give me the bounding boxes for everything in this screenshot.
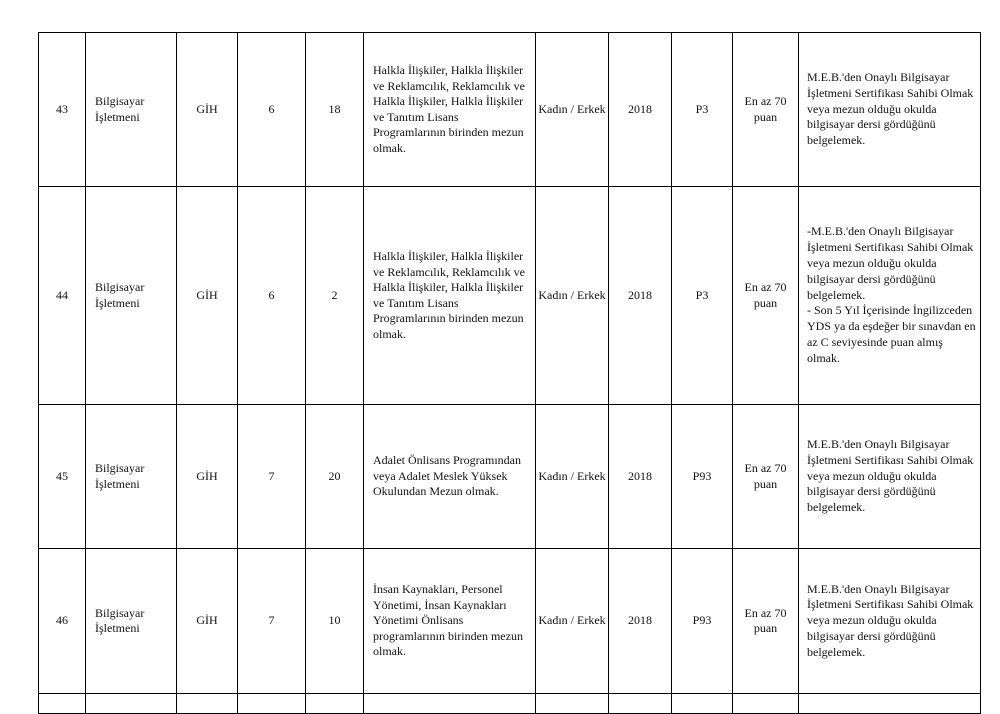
minimum-score: En az 70 puan — [733, 187, 799, 405]
position-title: Bilgisayar İşletmeni — [86, 187, 177, 405]
row-number: 43 — [39, 33, 86, 187]
gender: Kadın / Erkek — [536, 187, 609, 405]
minimum-score: En az 70 puan — [733, 33, 799, 187]
position-count: 2 — [306, 187, 364, 405]
minimum-score: En az 70 puan — [733, 405, 799, 549]
kpss-year: 2018 — [609, 187, 672, 405]
special-requirements: M.E.B.'den Onaylı Bilgisayar İşletmeni Sertifikası Sahibi Olmak veya mezun olduğu okulda bilgisayar dersi gördüğünü belgelemek. — [799, 549, 981, 694]
qualification: Halkla İlişkiler, Halkla İlişkiler ve Reklamcılık, Reklamcılık ve Halkla İlişkiler, Halkla İlişkiler ve Tanıtım Lisans Programlarının birinden mezun olmak. — [364, 187, 536, 405]
degree: 6 — [238, 187, 306, 405]
minimum-score: En az 70 puan — [733, 549, 799, 694]
service-class: GİH — [177, 405, 238, 549]
table-row — [39, 187, 981, 405]
gender: Kadın / Erkek — [536, 405, 609, 549]
table-row — [39, 549, 981, 694]
gender: Kadın / Erkek — [536, 549, 609, 694]
score-type: P3 — [672, 33, 733, 187]
position-count: 20 — [306, 405, 364, 549]
position-count: 18 — [306, 33, 364, 187]
kpss-year: 2018 — [609, 33, 672, 187]
score-type: P93 — [672, 549, 733, 694]
position-count: 10 — [306, 549, 364, 694]
degree: 7 — [238, 405, 306, 549]
special-requirements: -M.E.B.'den Onaylı Bilgisayar İşletmeni Sertifikası Sahibi Olmak veya mezun olduğu okulda bilgisayar dersi gördüğünü belgelemek. - Son 5 Yıl İçerisinde İngilizceden YDS ya da eşdeğer bir sınavdan en az C seviyesinde puan almış olmak. — [799, 187, 981, 405]
position-title: Bilgisayar İşletmeni — [86, 33, 177, 187]
service-class: GİH — [177, 33, 238, 187]
gender: Kadın / Erkek — [536, 33, 609, 187]
table-row — [39, 33, 981, 187]
qualification: İnsan Kaynakları, Personel Yönetimi, İnsan Kaynakları Yönetimi Önlisans programlarının birinden mezun olmak. — [364, 549, 536, 694]
row-number: 44 — [39, 187, 86, 405]
degree: 6 — [238, 33, 306, 187]
degree: 7 — [238, 549, 306, 694]
score-type: P3 — [672, 187, 733, 405]
service-class: GİH — [177, 549, 238, 694]
row-number: 45 — [39, 405, 86, 549]
special-requirements: M.E.B.'den Onaylı Bilgisayar İşletmeni Sertifikası Sahibi Olmak veya mezun olduğu okulda bilgisayar dersi gördüğünü belgelemek. — [799, 405, 981, 549]
kpss-year: 2018 — [609, 405, 672, 549]
position-title: Bilgisayar İşletmeni — [86, 405, 177, 549]
qualification: Halkla İlişkiler, Halkla İlişkiler ve Reklamcılık, Reklamcılık ve Halkla İlişkiler, Halkla İlişkiler ve Tanıtım Lisans Programlarının birinden mezun olmak. — [364, 33, 536, 187]
qualification: Adalet Önlisans Programından veya Adalet Meslek Yüksek Okulundan Mezun olmak. — [364, 405, 536, 549]
special-requirements: M.E.B.'den Onaylı Bilgisayar İşletmeni Sertifikası Sahibi Olmak veya mezun olduğu okulda bilgisayar dersi gördüğünü belgelemek. — [799, 33, 981, 187]
positions-table — [38, 32, 981, 714]
kpss-year: 2018 — [609, 549, 672, 694]
score-type: P93 — [672, 405, 733, 549]
position-title: Bilgisayar İşletmeni — [86, 549, 177, 694]
row-number: 46 — [39, 549, 86, 694]
service-class: GİH — [177, 187, 238, 405]
table-row — [39, 405, 981, 549]
